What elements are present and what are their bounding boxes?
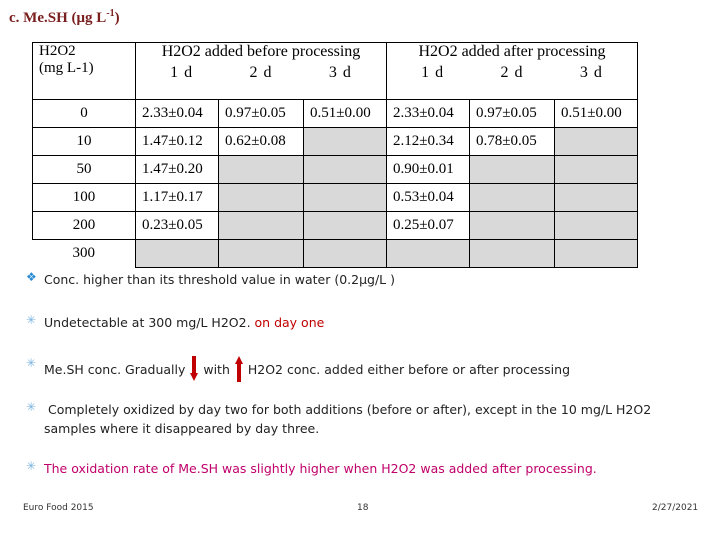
after-day1: 1 d	[421, 64, 445, 81]
before-day2-cell	[219, 240, 304, 268]
table-row	[33, 212, 638, 240]
before-day1-cell: 0.23±0.05	[136, 212, 219, 240]
before-day2-cell	[219, 184, 304, 212]
after-day3-cell	[555, 240, 638, 268]
conc-header	[33, 43, 136, 100]
conc-cell: 0	[33, 100, 136, 128]
before-day2-cell	[219, 212, 304, 240]
after-day3: 3 d	[579, 64, 603, 81]
bullet-3-text-c: H2O2 conc. added either before or after processing	[247, 362, 571, 377]
group-after-header	[387, 43, 638, 100]
before-day1-cell	[136, 240, 219, 268]
before-day3: 3 d	[328, 64, 352, 81]
before-day1-cell: 2.33±0.04	[136, 100, 219, 128]
mesh-table	[32, 42, 638, 268]
bullet-3-line	[44, 356, 570, 382]
after-day1-cell: 2.33±0.04	[387, 100, 470, 128]
before-day2: 2 d	[249, 64, 273, 81]
after-day2-cell	[470, 184, 555, 212]
group-before-header	[136, 43, 387, 100]
after-day3-cell	[555, 156, 638, 184]
bullet-4-line1: Completely oxidized by day two for both additions (before or after), except in the 10 mg/L H2O2	[48, 402, 652, 417]
table-row	[33, 156, 638, 184]
after-day3-cell	[555, 184, 638, 212]
bullet-1	[26, 270, 395, 289]
conc-cell: 200	[33, 212, 136, 240]
before-day2-cell: 0.62±0.08	[219, 128, 304, 156]
red-up-arrow-icon	[235, 356, 243, 382]
table-body	[33, 100, 638, 268]
after-day3-cell: 0.51±0.00	[555, 100, 638, 128]
conc-cell: 50	[33, 156, 136, 184]
before-day3-cell	[304, 156, 387, 184]
before-day3-cell	[304, 212, 387, 240]
before-day1: 1 d	[170, 64, 194, 81]
after-day1-cell	[387, 240, 470, 268]
after-day2: 2 d	[500, 64, 524, 81]
conc-header-line2: (mg L-1)	[39, 60, 94, 76]
table-row	[33, 184, 638, 212]
asterisk-bullet-icon: ✳	[26, 313, 37, 327]
after-day3-cell	[555, 212, 638, 240]
group-before-label: H2O2 added before processing	[161, 43, 361, 60]
bullet-3-text-b: with	[203, 362, 230, 377]
after-day2-cell	[470, 156, 555, 184]
after-day1-cell: 2.12±0.34	[387, 128, 470, 156]
before-day3-cell	[304, 128, 387, 156]
before-day1-cell: 1.47±0.20	[136, 156, 219, 184]
table-header-row	[33, 43, 638, 100]
diamond-bullet-icon: ❖	[26, 270, 37, 284]
bullet-4	[26, 400, 651, 438]
before-day3-cell	[304, 240, 387, 268]
table-row	[33, 240, 638, 268]
bullet-3	[26, 356, 570, 382]
footer-date: 2/27/2021	[652, 503, 699, 513]
table-row	[33, 100, 638, 128]
group-after-label: H2O2 added after processing	[418, 43, 606, 60]
bullet-5	[26, 459, 597, 478]
bullet-1-text: Conc. higher than its threshold value in water (0.2μg/L )	[44, 272, 395, 287]
asterisk-bullet-icon: ✳	[26, 356, 37, 370]
after-day1-cell: 0.90±0.01	[387, 156, 470, 184]
before-day3-cell	[304, 184, 387, 212]
conc-cell: 100	[33, 184, 136, 212]
after-day2-cell: 0.78±0.05	[470, 128, 555, 156]
asterisk-bullet-icon: ✳	[26, 400, 37, 414]
before-day2-cell	[219, 156, 304, 184]
bullet-5-text: The oxidation rate of Me.SH was slightly higher when H2O2 was added after processing.	[44, 461, 597, 476]
conc-cell: 10	[33, 128, 136, 156]
asterisk-bullet-icon: ✳	[26, 459, 37, 473]
after-day1-cell: 0.25±0.07	[387, 212, 470, 240]
after-day3-cell	[555, 128, 638, 156]
conc-cell: 300	[33, 240, 136, 268]
footer-left: Euro Food 2015	[23, 503, 94, 513]
slide-title	[9, 8, 120, 27]
conc-header-line1: H2O2	[39, 43, 76, 59]
title-close: )	[114, 10, 120, 26]
before-day2-cell: 0.97±0.05	[219, 100, 304, 128]
before-day1-cell: 1.17±0.17	[136, 184, 219, 212]
after-day1-cell: 0.53±0.04	[387, 184, 470, 212]
title-text: c. Me.SH (μg L	[9, 10, 107, 26]
bullet-3-text-a: Me.SH conc. Gradually	[44, 362, 186, 377]
bullet-4-block	[44, 400, 651, 438]
table-row	[33, 128, 638, 156]
bullet-2	[26, 313, 324, 332]
after-day2-cell	[470, 240, 555, 268]
after-day2-cell: 0.97±0.05	[470, 100, 555, 128]
red-down-arrow-icon	[190, 356, 198, 382]
bullet-2-line	[44, 313, 324, 332]
title-sup: -1	[106, 8, 115, 19]
bullet-2-highlight: on day one	[254, 315, 325, 330]
before-day1-cell: 1.47±0.12	[136, 128, 219, 156]
bullet-4-line2: samples where it disappeared by day three.	[44, 421, 320, 436]
bullet-2-text: Undetectable at 300 mg/L H2O2.	[44, 315, 251, 330]
before-day3-cell: 0.51±0.00	[304, 100, 387, 128]
after-day2-cell	[470, 212, 555, 240]
footer-page-number: 18	[357, 503, 369, 513]
